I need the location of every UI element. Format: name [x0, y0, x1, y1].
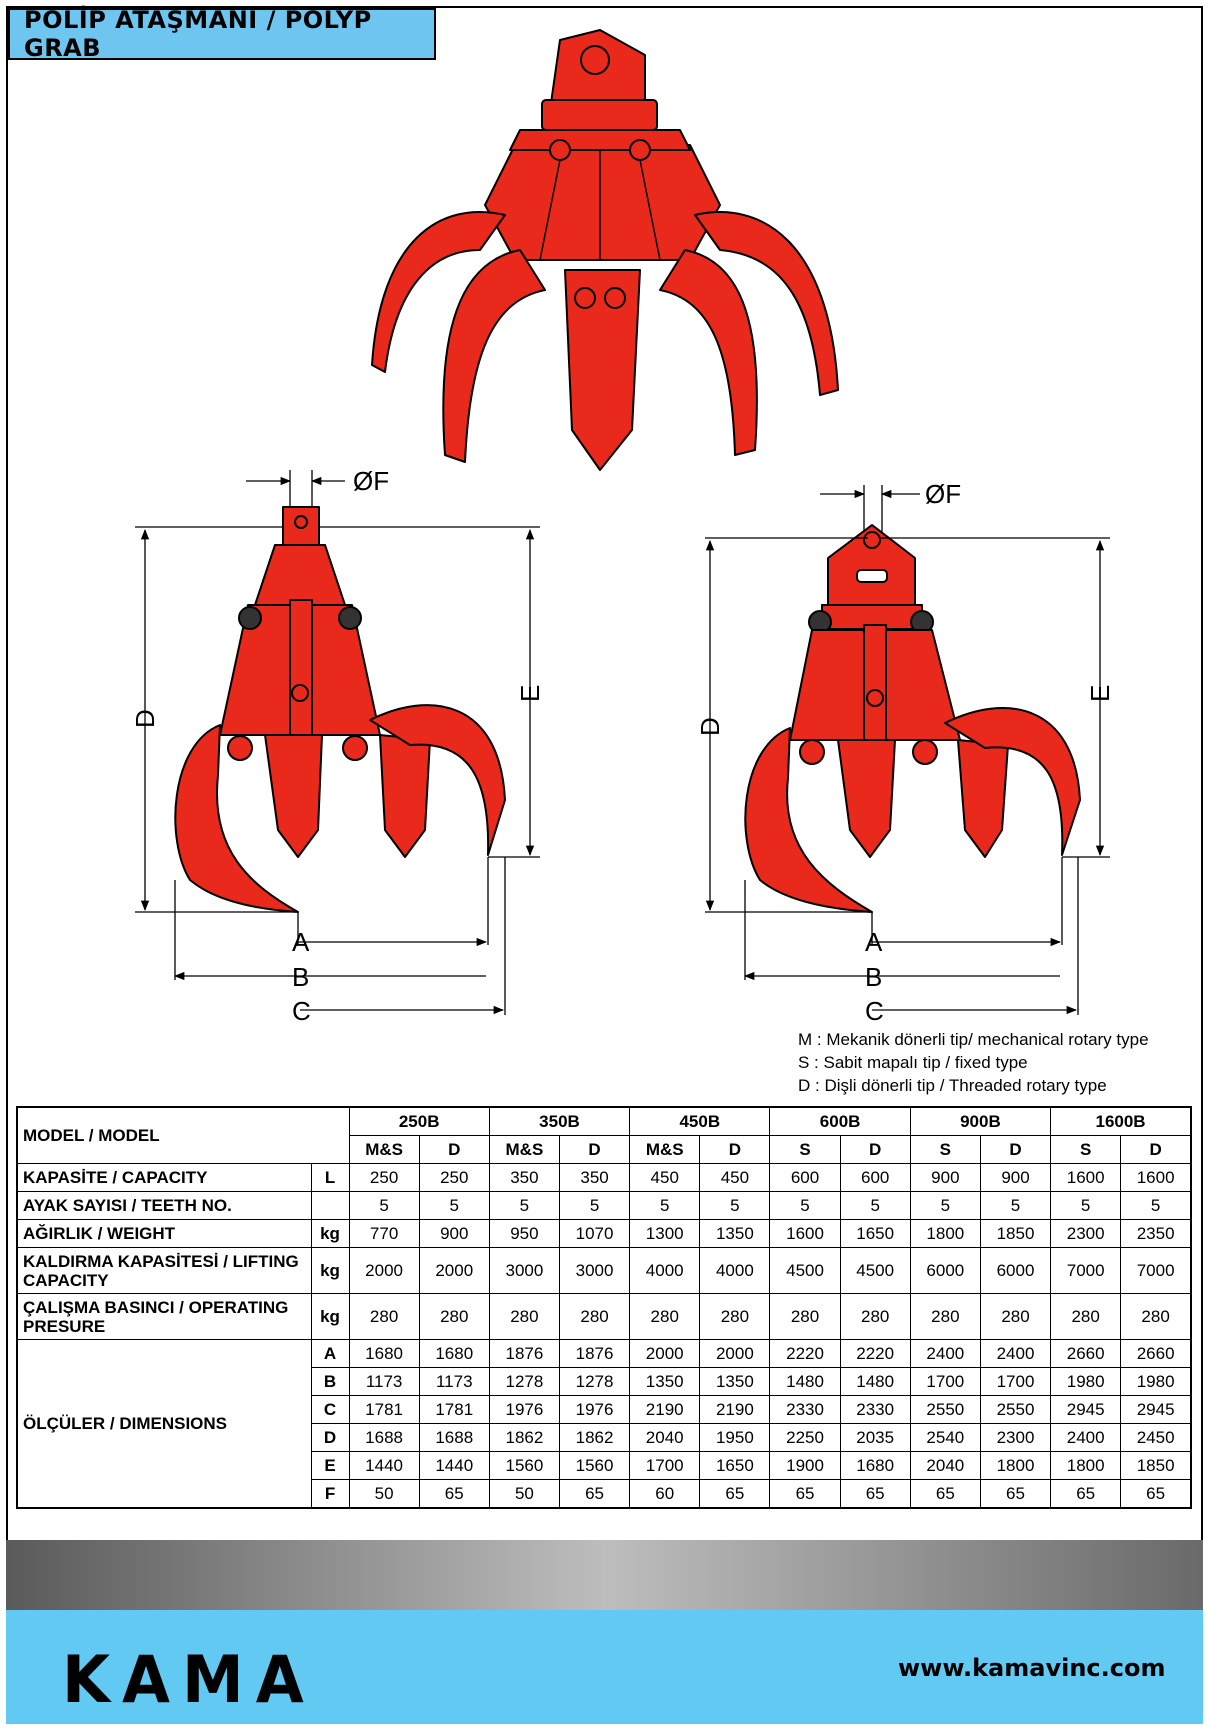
- legend-item-s: S : Sabit mapalı tip / fixed type: [798, 1053, 1028, 1072]
- dimension-value-cell: 1980: [1051, 1368, 1121, 1396]
- grab-side-view-left: [175, 507, 505, 912]
- type-header-cell: M&S: [489, 1136, 559, 1164]
- spec-value-cell: 6000: [910, 1248, 980, 1294]
- dimension-value-cell: 2550: [910, 1396, 980, 1424]
- spec-value-cell: 250: [349, 1164, 419, 1192]
- spec-value-cell: 280: [419, 1294, 489, 1340]
- spec-value-cell: 5: [349, 1192, 419, 1220]
- type-header-cell: D: [559, 1136, 629, 1164]
- type-legend: [798, 1028, 1149, 1097]
- left-label-d: D: [130, 709, 160, 728]
- dimension-value-cell: 1650: [700, 1452, 770, 1480]
- header-row-models: [17, 1107, 1191, 1136]
- dimension-value-cell: 65: [980, 1480, 1050, 1509]
- grab-perspective-illustration: [372, 30, 838, 470]
- dimension-value-cell: 2330: [840, 1396, 910, 1424]
- spec-value-cell: 5: [489, 1192, 559, 1220]
- model-header-cell: 1600B: [1051, 1107, 1191, 1136]
- right-label-b: B: [865, 962, 883, 992]
- dimension-value-cell: 2300: [980, 1424, 1050, 1452]
- dimension-value-cell: 65: [840, 1480, 910, 1509]
- dimension-value-cell: 2040: [910, 1452, 980, 1480]
- dimension-value-cell: 1560: [559, 1452, 629, 1480]
- spec-value-cell: 280: [980, 1294, 1050, 1340]
- spec-value-cell: 7000: [1121, 1248, 1191, 1294]
- dimension-key: F: [311, 1480, 349, 1509]
- dimension-value-cell: 65: [700, 1480, 770, 1509]
- dimension-value-cell: 2220: [770, 1340, 840, 1368]
- dimensions-label: ÖLÇÜLER / DIMENSIONS: [17, 1340, 311, 1509]
- dimension-value-cell: 2945: [1051, 1396, 1121, 1424]
- type-header-cell: S: [770, 1136, 840, 1164]
- dimension-value-cell: 50: [489, 1480, 559, 1509]
- dimension-value-cell: 2190: [630, 1396, 700, 1424]
- spec-value-cell: 900: [419, 1220, 489, 1248]
- dimension-value-cell: 1680: [349, 1340, 419, 1368]
- spec-value-cell: 4500: [840, 1248, 910, 1294]
- spec-row-label: KAPASİTE / CAPACITY: [17, 1164, 311, 1192]
- dimension-value-cell: 2330: [770, 1396, 840, 1424]
- spec-value-cell: 4500: [770, 1248, 840, 1294]
- dimension-value-cell: 2220: [840, 1340, 910, 1368]
- spec-value-cell: 4000: [630, 1248, 700, 1294]
- spec-value-cell: 4000: [700, 1248, 770, 1294]
- dimension-value-cell: 1800: [980, 1452, 1050, 1480]
- dimension-value-cell: 1350: [700, 1368, 770, 1396]
- dimension-value-cell: 65: [1051, 1480, 1121, 1509]
- dimension-value-cell: 1560: [489, 1452, 559, 1480]
- kama-logo: KAMA: [62, 1641, 316, 1718]
- spec-value-cell: 3000: [489, 1248, 559, 1294]
- spec-row-label: ÇALIŞMA BASINCI / OPERATING PRESURE: [17, 1294, 311, 1340]
- dimension-value-cell: 2450: [1121, 1424, 1191, 1452]
- type-header-cell: D: [840, 1136, 910, 1164]
- spec-value-cell: 5: [1051, 1192, 1121, 1220]
- spec-value-cell: 250: [419, 1164, 489, 1192]
- spec-value-cell: 280: [770, 1294, 840, 1340]
- spec-value-cell: 6000: [980, 1248, 1050, 1294]
- dimension-key: E: [311, 1452, 349, 1480]
- dimension-value-cell: 1850: [1121, 1452, 1191, 1480]
- dimension-value-cell: 2035: [840, 1424, 910, 1452]
- spec-value-cell: 900: [980, 1164, 1050, 1192]
- dimension-value-cell: 1440: [419, 1452, 489, 1480]
- spec-value-cell: 350: [489, 1164, 559, 1192]
- spec-value-cell: 900: [910, 1164, 980, 1192]
- type-header-cell: D: [1121, 1136, 1191, 1164]
- dimension-value-cell: 1688: [419, 1424, 489, 1452]
- dimension-key: D: [311, 1424, 349, 1452]
- spec-value-cell: 1350: [700, 1220, 770, 1248]
- spec-value-cell: 1600: [770, 1220, 840, 1248]
- spec-row-unit: L: [311, 1164, 349, 1192]
- dimension-value-cell: 2040: [630, 1424, 700, 1452]
- spec-value-cell: 1800: [910, 1220, 980, 1248]
- model-header-cell: 600B: [770, 1107, 910, 1136]
- dimension-value-cell: 50: [349, 1480, 419, 1509]
- spec-value-cell: 1070: [559, 1220, 629, 1248]
- spec-value-cell: 280: [700, 1294, 770, 1340]
- spec-value-cell: 280: [840, 1294, 910, 1340]
- right-label-a: A: [865, 927, 883, 957]
- spec-row-unit: kg: [311, 1220, 349, 1248]
- dimension-value-cell: 1976: [559, 1396, 629, 1424]
- dimension-value-cell: 1350: [630, 1368, 700, 1396]
- dimension-key: C: [311, 1396, 349, 1424]
- spec-value-cell: 5: [700, 1192, 770, 1220]
- type-header-cell: M&S: [349, 1136, 419, 1164]
- spec-value-cell: 1600: [1121, 1164, 1191, 1192]
- spec-value-cell: 3000: [559, 1248, 629, 1294]
- dimension-value-cell: 1876: [559, 1340, 629, 1368]
- left-label-b: B: [292, 962, 310, 992]
- spec-value-cell: 5: [419, 1192, 489, 1220]
- spec-value-cell: 600: [770, 1164, 840, 1192]
- model-header-cell: 350B: [489, 1107, 629, 1136]
- spec-value-cell: 2300: [1051, 1220, 1121, 1248]
- model-header-label: MODEL / MODEL: [17, 1107, 349, 1164]
- type-header-cell: D: [700, 1136, 770, 1164]
- spec-value-cell: 280: [910, 1294, 980, 1340]
- left-label-e: E: [515, 684, 545, 702]
- dimension-value-cell: 1173: [419, 1368, 489, 1396]
- dimension-value-cell: 1862: [559, 1424, 629, 1452]
- spec-value-cell: 280: [1121, 1294, 1191, 1340]
- dimension-value-cell: 1700: [630, 1452, 700, 1480]
- spec-value-cell: 600: [840, 1164, 910, 1192]
- dimension-value-cell: 1480: [840, 1368, 910, 1396]
- spec-value-cell: 7000: [1051, 1248, 1121, 1294]
- dimension-value-cell: 2000: [700, 1340, 770, 1368]
- dimension-row: [17, 1340, 1191, 1368]
- model-header-cell: 250B: [349, 1107, 489, 1136]
- dimension-value-cell: 1781: [349, 1396, 419, 1424]
- type-header-cell: S: [1051, 1136, 1121, 1164]
- page-title: POLİP ATAŞMANI / POLYP GRAB: [8, 8, 436, 60]
- dimension-value-cell: 2400: [980, 1340, 1050, 1368]
- dimension-value-cell: 65: [1121, 1480, 1191, 1509]
- spec-value-cell: 5: [770, 1192, 840, 1220]
- dimension-value-cell: 2660: [1121, 1340, 1191, 1368]
- spec-value-cell: 450: [700, 1164, 770, 1192]
- spec-row-unit: kg: [311, 1294, 349, 1340]
- dimension-value-cell: 1680: [419, 1340, 489, 1368]
- dimension-value-cell: 1876: [489, 1340, 559, 1368]
- right-label-e: E: [1085, 684, 1115, 702]
- dimension-value-cell: 1781: [419, 1396, 489, 1424]
- model-header-cell: 900B: [910, 1107, 1050, 1136]
- dimension-value-cell: 1700: [980, 1368, 1050, 1396]
- dimension-value-cell: 1700: [910, 1368, 980, 1396]
- type-header-cell: M&S: [630, 1136, 700, 1164]
- spec-value-cell: 5: [559, 1192, 629, 1220]
- spec-value-cell: 5: [910, 1192, 980, 1220]
- legend-item-d: D : Dişli dönerli tip / Threaded rotary type: [798, 1076, 1107, 1095]
- dimension-value-cell: 1440: [349, 1452, 419, 1480]
- dimension-value-cell: 1680: [840, 1452, 910, 1480]
- dimension-value-cell: 2540: [910, 1424, 980, 1452]
- spec-row-unit: kg: [311, 1248, 349, 1294]
- spec-row: [17, 1220, 1191, 1248]
- spec-value-cell: 350: [559, 1164, 629, 1192]
- spec-row: [17, 1248, 1191, 1294]
- spec-value-cell: 2350: [1121, 1220, 1191, 1248]
- spec-row-unit: [311, 1192, 349, 1220]
- dimension-value-cell: 65: [770, 1480, 840, 1509]
- spec-value-cell: 1600: [1051, 1164, 1121, 1192]
- spec-value-cell: 1850: [980, 1220, 1050, 1248]
- spec-value-cell: 5: [1121, 1192, 1191, 1220]
- dimension-value-cell: 2400: [1051, 1424, 1121, 1452]
- spec-value-cell: 770: [349, 1220, 419, 1248]
- spec-value-cell: 5: [840, 1192, 910, 1220]
- right-label-c: C: [865, 996, 884, 1026]
- dimension-value-cell: 1976: [489, 1396, 559, 1424]
- dimension-value-cell: 2660: [1051, 1340, 1121, 1368]
- spec-value-cell: 1300: [630, 1220, 700, 1248]
- legend-item-m: M : Mekanik dönerli tip/ mechanical rotary type: [798, 1030, 1149, 1049]
- dimension-value-cell: 2190: [700, 1396, 770, 1424]
- dimension-value-cell: 1980: [1121, 1368, 1191, 1396]
- left-label-phi-f: ØF: [353, 466, 390, 496]
- spec-value-cell: 280: [349, 1294, 419, 1340]
- spec-value-cell: 280: [559, 1294, 629, 1340]
- website-url[interactable]: www.kamavinc.com: [898, 1654, 1166, 1682]
- right-label-d: D: [695, 717, 725, 736]
- dimension-value-cell: 1480: [770, 1368, 840, 1396]
- dimension-key: A: [311, 1340, 349, 1368]
- spec-row: [17, 1294, 1191, 1340]
- dimension-value-cell: 1278: [489, 1368, 559, 1396]
- right-label-phi-f: ØF: [925, 479, 962, 509]
- dimension-value-cell: 1900: [770, 1452, 840, 1480]
- footer-grey-band: [6, 1540, 1203, 1610]
- dimension-value-cell: 1800: [1051, 1452, 1121, 1480]
- spec-value-cell: 280: [489, 1294, 559, 1340]
- left-label-a: A: [292, 927, 310, 957]
- type-header-cell: D: [980, 1136, 1050, 1164]
- spec-row: [17, 1192, 1191, 1220]
- spec-value-cell: 280: [1051, 1294, 1121, 1340]
- grab-side-view-right: [745, 525, 1080, 912]
- spec-value-cell: 2000: [419, 1248, 489, 1294]
- dimension-value-cell: 2945: [1121, 1396, 1191, 1424]
- spec-value-cell: 450: [630, 1164, 700, 1192]
- left-label-c: C: [292, 996, 311, 1026]
- spec-value-cell: 1650: [840, 1220, 910, 1248]
- spec-value-cell: 5: [630, 1192, 700, 1220]
- dimension-value-cell: 1688: [349, 1424, 419, 1452]
- spec-value-cell: 2000: [349, 1248, 419, 1294]
- dimension-value-cell: 2400: [910, 1340, 980, 1368]
- spec-row-label: AĞIRLIK / WEIGHT: [17, 1220, 311, 1248]
- spec-row: [17, 1164, 1191, 1192]
- spec-row-label: AYAK SAYISI / TEETH NO.: [17, 1192, 311, 1220]
- dimension-value-cell: 2000: [630, 1340, 700, 1368]
- dimension-value-cell: 65: [419, 1480, 489, 1509]
- dimension-value-cell: 2250: [770, 1424, 840, 1452]
- dimension-value-cell: 1173: [349, 1368, 419, 1396]
- dimension-value-cell: 1278: [559, 1368, 629, 1396]
- type-header-cell: S: [910, 1136, 980, 1164]
- type-header-cell: D: [419, 1136, 489, 1164]
- spec-value-cell: 5: [980, 1192, 1050, 1220]
- dimension-key: B: [311, 1368, 349, 1396]
- model-header-cell: 450B: [630, 1107, 770, 1136]
- dimension-value-cell: 1862: [489, 1424, 559, 1452]
- spec-row-label: KALDIRMA KAPASİTESİ / LIFTING CAPACITY: [17, 1248, 311, 1294]
- dimension-value-cell: 2550: [980, 1396, 1050, 1424]
- dimension-value-cell: 60: [630, 1480, 700, 1509]
- spec-value-cell: 280: [630, 1294, 700, 1340]
- spec-value-cell: 950: [489, 1220, 559, 1248]
- dimension-value-cell: 1950: [700, 1424, 770, 1452]
- dimension-value-cell: 65: [559, 1480, 629, 1509]
- spec-table: [16, 1106, 1192, 1509]
- dimension-value-cell: 65: [910, 1480, 980, 1509]
